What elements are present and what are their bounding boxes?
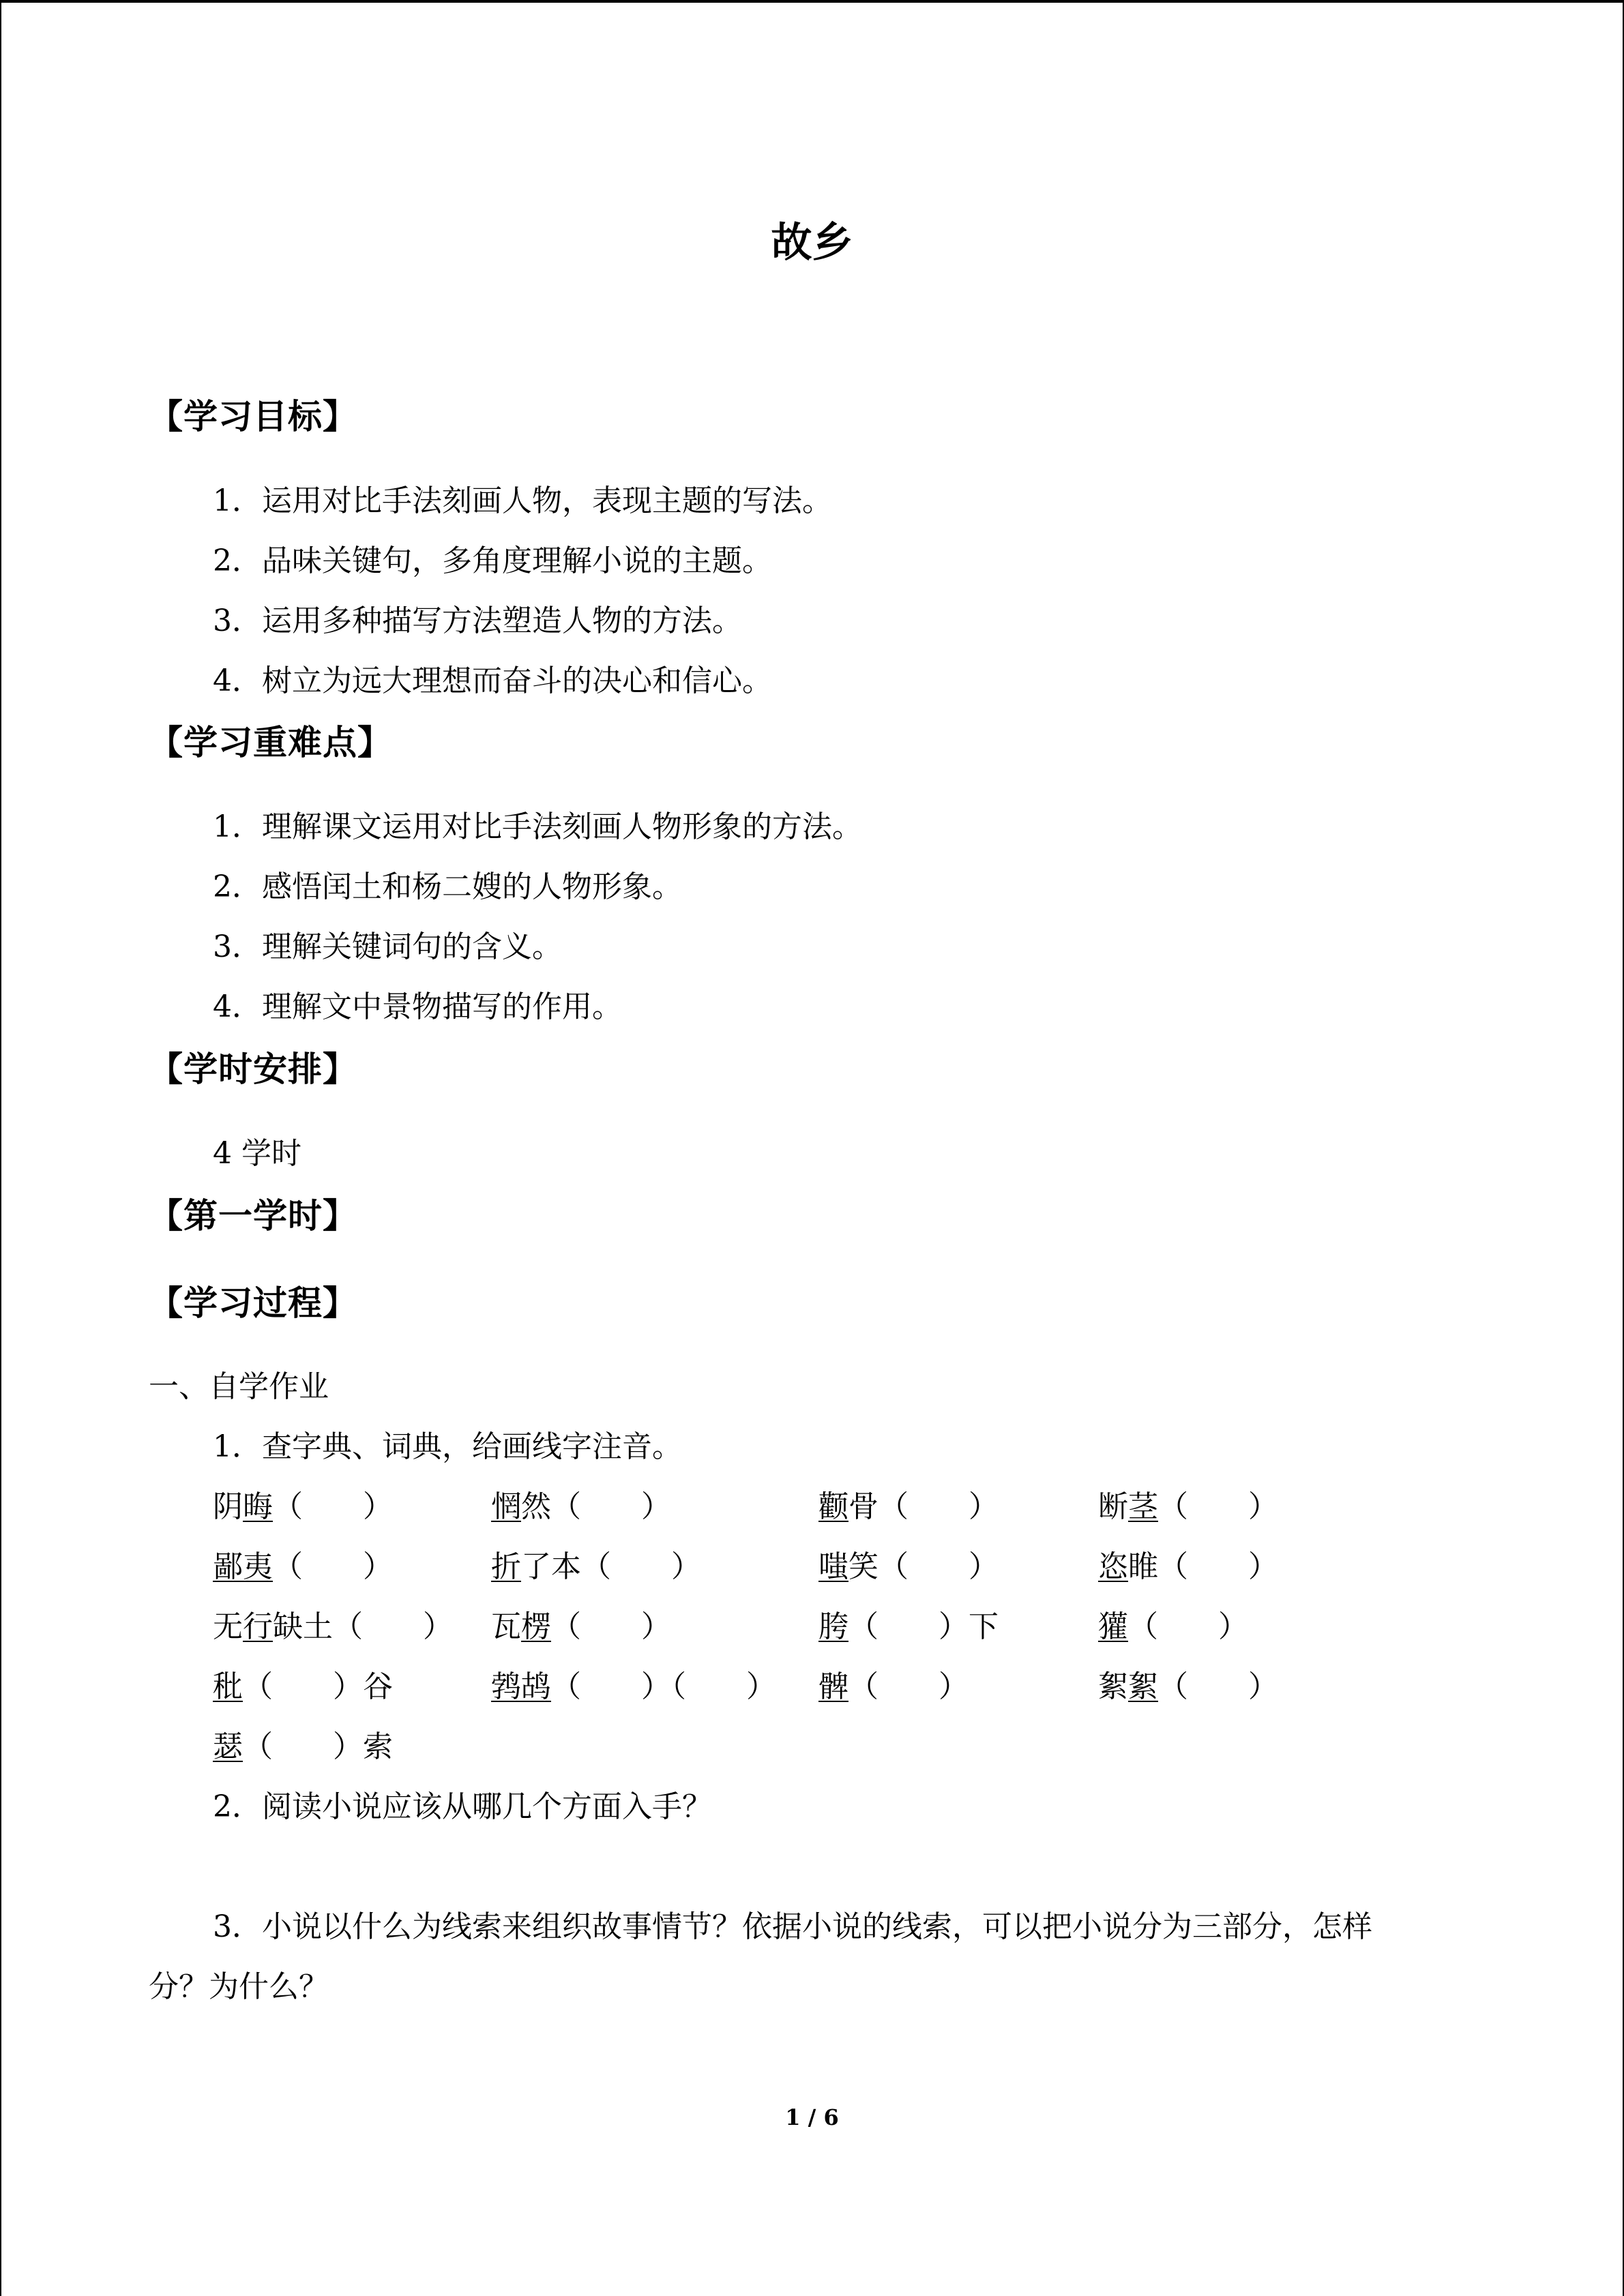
word-text: （ ） xyxy=(1128,1609,1248,1644)
section-heading-key-points: 【学习重难点】 xyxy=(149,723,392,762)
question-3-line-2: 分？为什么？ xyxy=(149,1969,329,2004)
word-item xyxy=(1098,1542,1278,1585)
underlined-character: 恣 xyxy=(1098,1549,1128,1584)
word-item xyxy=(213,1662,393,1705)
word-text: （ ） xyxy=(273,1489,393,1524)
word-text: 缺土（ ） xyxy=(273,1609,453,1644)
key-point-item: 3．理解关键词句的含义。 xyxy=(213,929,562,964)
key-point-item: 2．感悟闰土和杨二嫂的人物形象。 xyxy=(213,869,682,904)
word-item xyxy=(818,1542,999,1585)
word-text: （ ）索 xyxy=(243,1729,393,1764)
document-title: 故乡 xyxy=(771,219,853,267)
word-text: 瓦 xyxy=(491,1609,521,1644)
underlined-character: 鄙夷 xyxy=(213,1549,273,1584)
word-item xyxy=(818,1602,999,1645)
schedule-text: 4 学时 xyxy=(213,1136,301,1171)
section-heading-schedule: 【学时安排】 xyxy=(149,1049,357,1089)
word-item xyxy=(491,1482,671,1525)
word-text: 阴 xyxy=(213,1489,243,1524)
question-2: 2．阅读小说应该从哪几个方面入手？ xyxy=(213,1789,712,1824)
page-number: 1 / 6 xyxy=(785,2104,839,2130)
underlined-character: 秕 xyxy=(213,1669,243,1704)
underlined-character: 髀 xyxy=(818,1669,848,1704)
word-text: （ ） xyxy=(1158,1669,1278,1704)
underlined-character: 鹁鸪 xyxy=(491,1669,551,1704)
underlined-character: 惘 xyxy=(491,1489,521,1524)
key-point-item: 1．理解课文运用对比手法刻画人物形象的方法。 xyxy=(213,809,862,844)
word-item xyxy=(491,1602,671,1645)
word-item xyxy=(818,1482,999,1525)
word-text: 无 xyxy=(213,1609,243,1644)
word-item xyxy=(818,1662,969,1705)
word-text: （ ）下 xyxy=(848,1609,999,1644)
word-item xyxy=(213,1482,393,1525)
goal-item: 4．树立为远大理想而奋斗的决心和信心。 xyxy=(213,664,772,698)
word-item xyxy=(213,1542,393,1585)
word-text: （ ）（ ） xyxy=(551,1669,776,1704)
word-text: 笑（ ） xyxy=(848,1549,999,1584)
section-heading-lesson1: 【第一学时】 xyxy=(149,1196,357,1236)
word-item xyxy=(1098,1662,1278,1705)
underlined-character: 瑟 xyxy=(213,1729,243,1764)
question-3-line-1: 3．小说以什么为线索来组织故事情节？依据小说的线索，可以把小说分为三部分，怎样 xyxy=(213,1909,1372,1944)
underlined-character: 嗤 xyxy=(818,1549,848,1584)
word-text: （ ） xyxy=(1158,1489,1278,1524)
word-text: 然（ ） xyxy=(521,1489,671,1524)
key-point-item: 4．理解文中景物描写的作用。 xyxy=(213,989,622,1024)
goal-item: 3．运用多种描写方法塑造人物的方法。 xyxy=(213,603,742,638)
section-heading-process: 【学习过程】 xyxy=(149,1283,357,1323)
section-heading-goals: 【学习目标】 xyxy=(149,397,357,436)
underlined-character: 行 xyxy=(243,1609,273,1644)
underlined-character: 茎 xyxy=(1128,1489,1158,1524)
word-text: 了本（ ） xyxy=(521,1549,701,1584)
word-text: 骨（ ） xyxy=(848,1489,999,1524)
underlined-character: 絮 xyxy=(1128,1669,1158,1704)
word-item xyxy=(1098,1482,1278,1525)
word-item xyxy=(213,1602,453,1645)
underlined-character: 獾 xyxy=(1098,1609,1128,1644)
word-item xyxy=(491,1662,776,1705)
word-item xyxy=(213,1722,393,1765)
word-text: （ ） xyxy=(273,1549,393,1584)
underlined-character: 折 xyxy=(491,1549,521,1584)
word-item xyxy=(1098,1602,1248,1645)
word-text: 絮 xyxy=(1098,1669,1128,1704)
word-text: 睢（ ） xyxy=(1128,1549,1278,1584)
self-study-title: 一、自学作业 xyxy=(149,1369,329,1404)
word-text: （ ）谷 xyxy=(243,1669,393,1704)
word-text: 断 xyxy=(1098,1489,1128,1524)
goal-item: 1．运用对比手法刻画人物，表现主题的写法。 xyxy=(213,483,832,518)
goal-item: 2．品味关键句，多角度理解小说的主题。 xyxy=(213,543,772,578)
question-1: 1．查字典、词典，给画线字注音。 xyxy=(213,1429,682,1464)
underlined-character: 晦 xyxy=(243,1489,273,1524)
word-item xyxy=(491,1542,701,1585)
word-text: （ ） xyxy=(551,1609,671,1644)
underlined-character: 楞 xyxy=(521,1609,551,1644)
word-text: （ ） xyxy=(848,1669,969,1704)
underlined-character: 颧 xyxy=(818,1489,848,1524)
underlined-character: 胯 xyxy=(818,1609,848,1644)
